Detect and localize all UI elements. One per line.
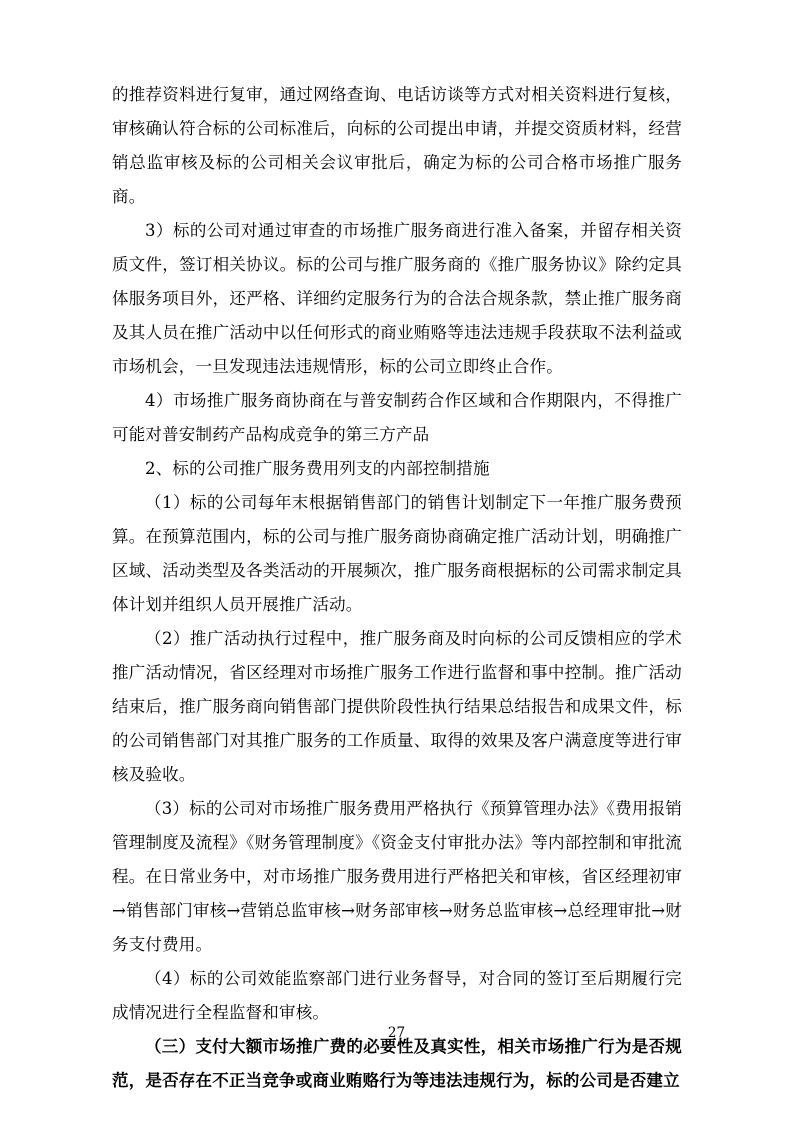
page-number: 27 bbox=[387, 1025, 406, 1041]
paragraph: （1）标的公司每年末根据销售部门的销售计划制定下一年推广服务费预算。在预算范围内，标的公司与推广服务商协商确定推广活动计划，明确推广区域、活动类型及各类活动的开展频次，推广服务商根据标的公司需求制定具体计划并组织人员开展推广活动。 bbox=[112, 493, 682, 614]
paragraph: 4）市场推广服务商协商在与普安制药合作区域和合作期限内，不得推广可能对普安制药产品构成竞争的第三方产品 bbox=[112, 391, 682, 444]
paragraph: （2）推广活动执行过程中，推广服务商及时向标的公司反馈相应的学术推广活动情况，省区经理对市场推广服务工作进行监督和事中控制。推广活动结束后，推广服务商向销售部门提供阶段性执行结果总结报告和成果文件，标的公司销售部门对其推广服务的工作质量、取得的效果及客户满意度等进行审核及验收。 bbox=[112, 629, 682, 784]
section-heading: （三）支付大额市场推广费的必要性及真实性，相关市场推广行为是否规范，是否存在不正当竞争或商业贿赂行为等违法违规行为，标的公司是否建立 bbox=[112, 1037, 682, 1090]
paragraph: 的推荐资料进行复审，通过网络查询、电话访谈等方式对相关资料进行复核，审核确认符合标的公司标准后，向标的公司提出申请，并提交资质材料，经营销总监审核及标的公司相关会议审批后，确定为标的公司合格市场推广服务商。 bbox=[112, 85, 682, 206]
paragraph: （4）标的公司效能监察部门进行业务督导，对合同的签订至后期履行完成情况进行全程监督和审核。 bbox=[112, 969, 682, 1022]
paragraph: （3）标的公司对市场推广服务费用严格执行《预算管理办法》《费用报销管理制度及流程》《财务管理制度》《资金支付审批办法》等内部控制和审批流程。在日常业务中，对市场推广服务费用进行严格把关和审核，省区经理初审→销售部门审核→营销总监审核→财务部审核→财务总监审核→总经理审批→财务支付费用。 bbox=[112, 799, 682, 954]
page-body bbox=[112, 78, 682, 1098]
paragraph: 2、标的公司推广服务费用列支的内部控制措施 bbox=[145, 459, 490, 478]
paragraph: 3）标的公司对通过审查的市场推广服务商进行准入备案，并留存相关资质文件，签订相关协议。标的公司与推广服务商的《推广服务协议》除约定具体服务项目外，还严格、详细约定服务行为的合法合规条款，禁止推广服务商及其人员在推广活动中以任何形式的商业贿赂等违法违规手段获取不法利益或市场机会，一旦发现违法违规情形，标的公司立即终止合作。 bbox=[112, 221, 682, 376]
